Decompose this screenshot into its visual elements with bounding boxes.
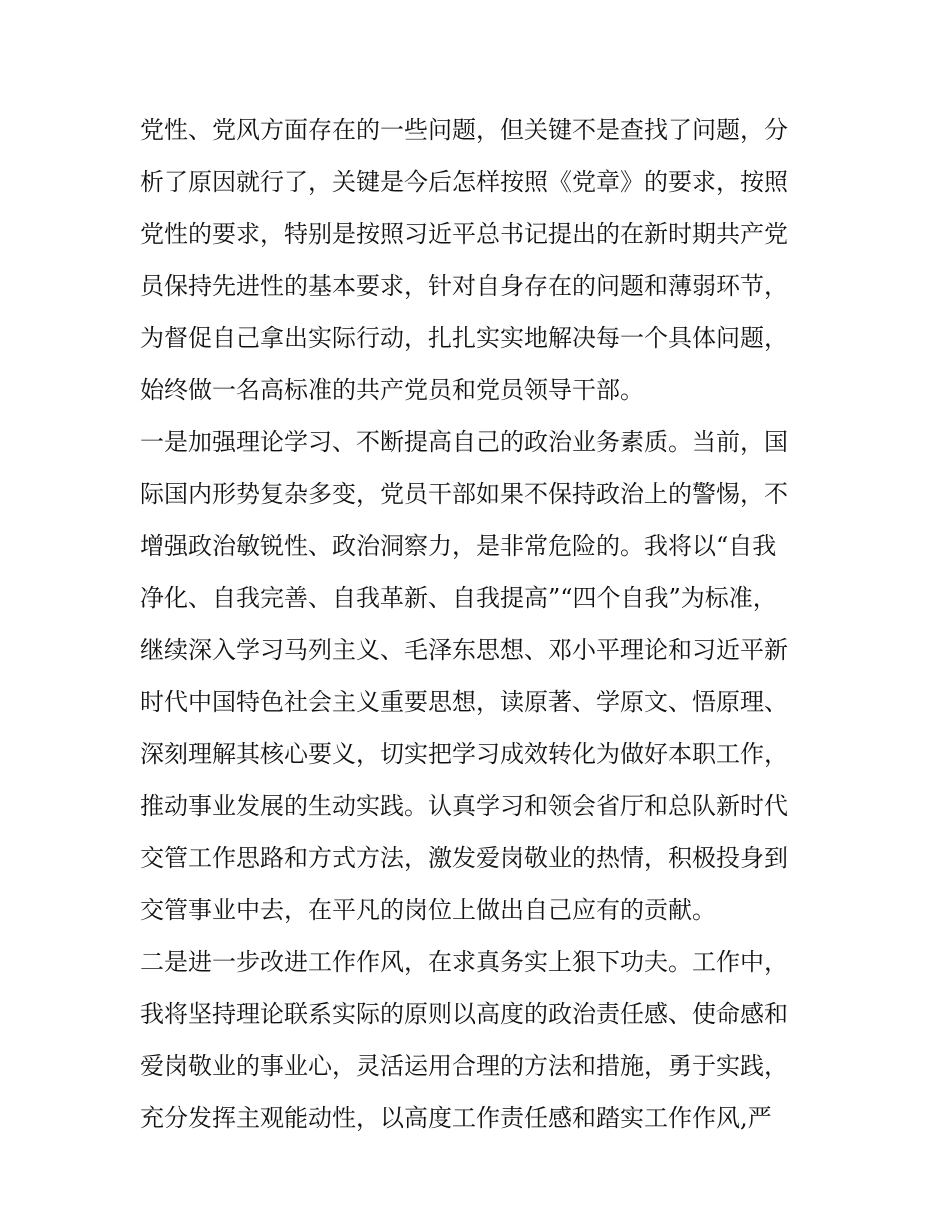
text-line: 交管工作思路和方式方法，激发爱岗敬业的热情，积极投身到: [140, 844, 788, 872]
text-line: 一是加强理论学习、不断提高自己的政治业务素质。当前，国: [140, 428, 788, 456]
text-line: 推动事业发展的生动实践。认真学习和领会省厅和总队新时代: [140, 792, 788, 820]
text-line: 爱岗敬业的事业心，灵活运用合理的方法和措施，勇于实践，: [140, 1052, 788, 1080]
document-body: [140, 104, 820, 1144]
text-line: 党性的要求，特别是按照习近平总书记提出的在新时期共产党: [140, 220, 788, 248]
text-line: 始终做一名高标准的共产党员和党员领导干部。: [140, 376, 644, 404]
text-line: 净化、自我完善、自我革新、自我提高”“四个自我”为标准，: [140, 584, 777, 612]
text-line: 员保持先进性的基本要求，针对自身存在的问题和薄弱环节，: [140, 272, 788, 300]
text-line: 交管事业中去，在平凡的岗位上做出自己应有的贡献。: [140, 896, 716, 924]
text-line: 时代中国特色社会主义重要思想，读原著、学原文、悟原理、: [140, 688, 788, 716]
text-line: 继续深入学习马列主义、毛泽东思想、邓小平理论和习近平新: [140, 636, 788, 664]
text-line: 深刻理解其核心要义，切实把学习成效转化为做好本职工作，: [140, 740, 788, 768]
text-line: 为督促自己拿出实际行动，扎扎实实地解决每一个具体问题，: [140, 324, 788, 352]
text-line: 党性、党风方面存在的一些问题，但关键不是查找了问题，分: [140, 116, 788, 144]
text-line: 增强政治敏锐性、政治洞察力，是非常危险的。我将以“自我: [140, 532, 777, 560]
text-line: 析了原因就行了，关键是今后怎样按照《党章》的要求，按照: [140, 168, 788, 196]
text-line: 充分发挥主观能动性，以高度工作责任感和踏实工作作风,严: [140, 1104, 772, 1132]
text-line: 二是进一步改进工作作风，在求真务实上狠下功夫。工作中，: [140, 948, 788, 976]
text-line: 我将坚持理论联系实际的原则以高度的政治责任感、使命感和: [140, 1000, 788, 1028]
text-line: 际国内形势复杂多变，党员干部如果不保持政治上的警惕，不: [140, 480, 788, 508]
